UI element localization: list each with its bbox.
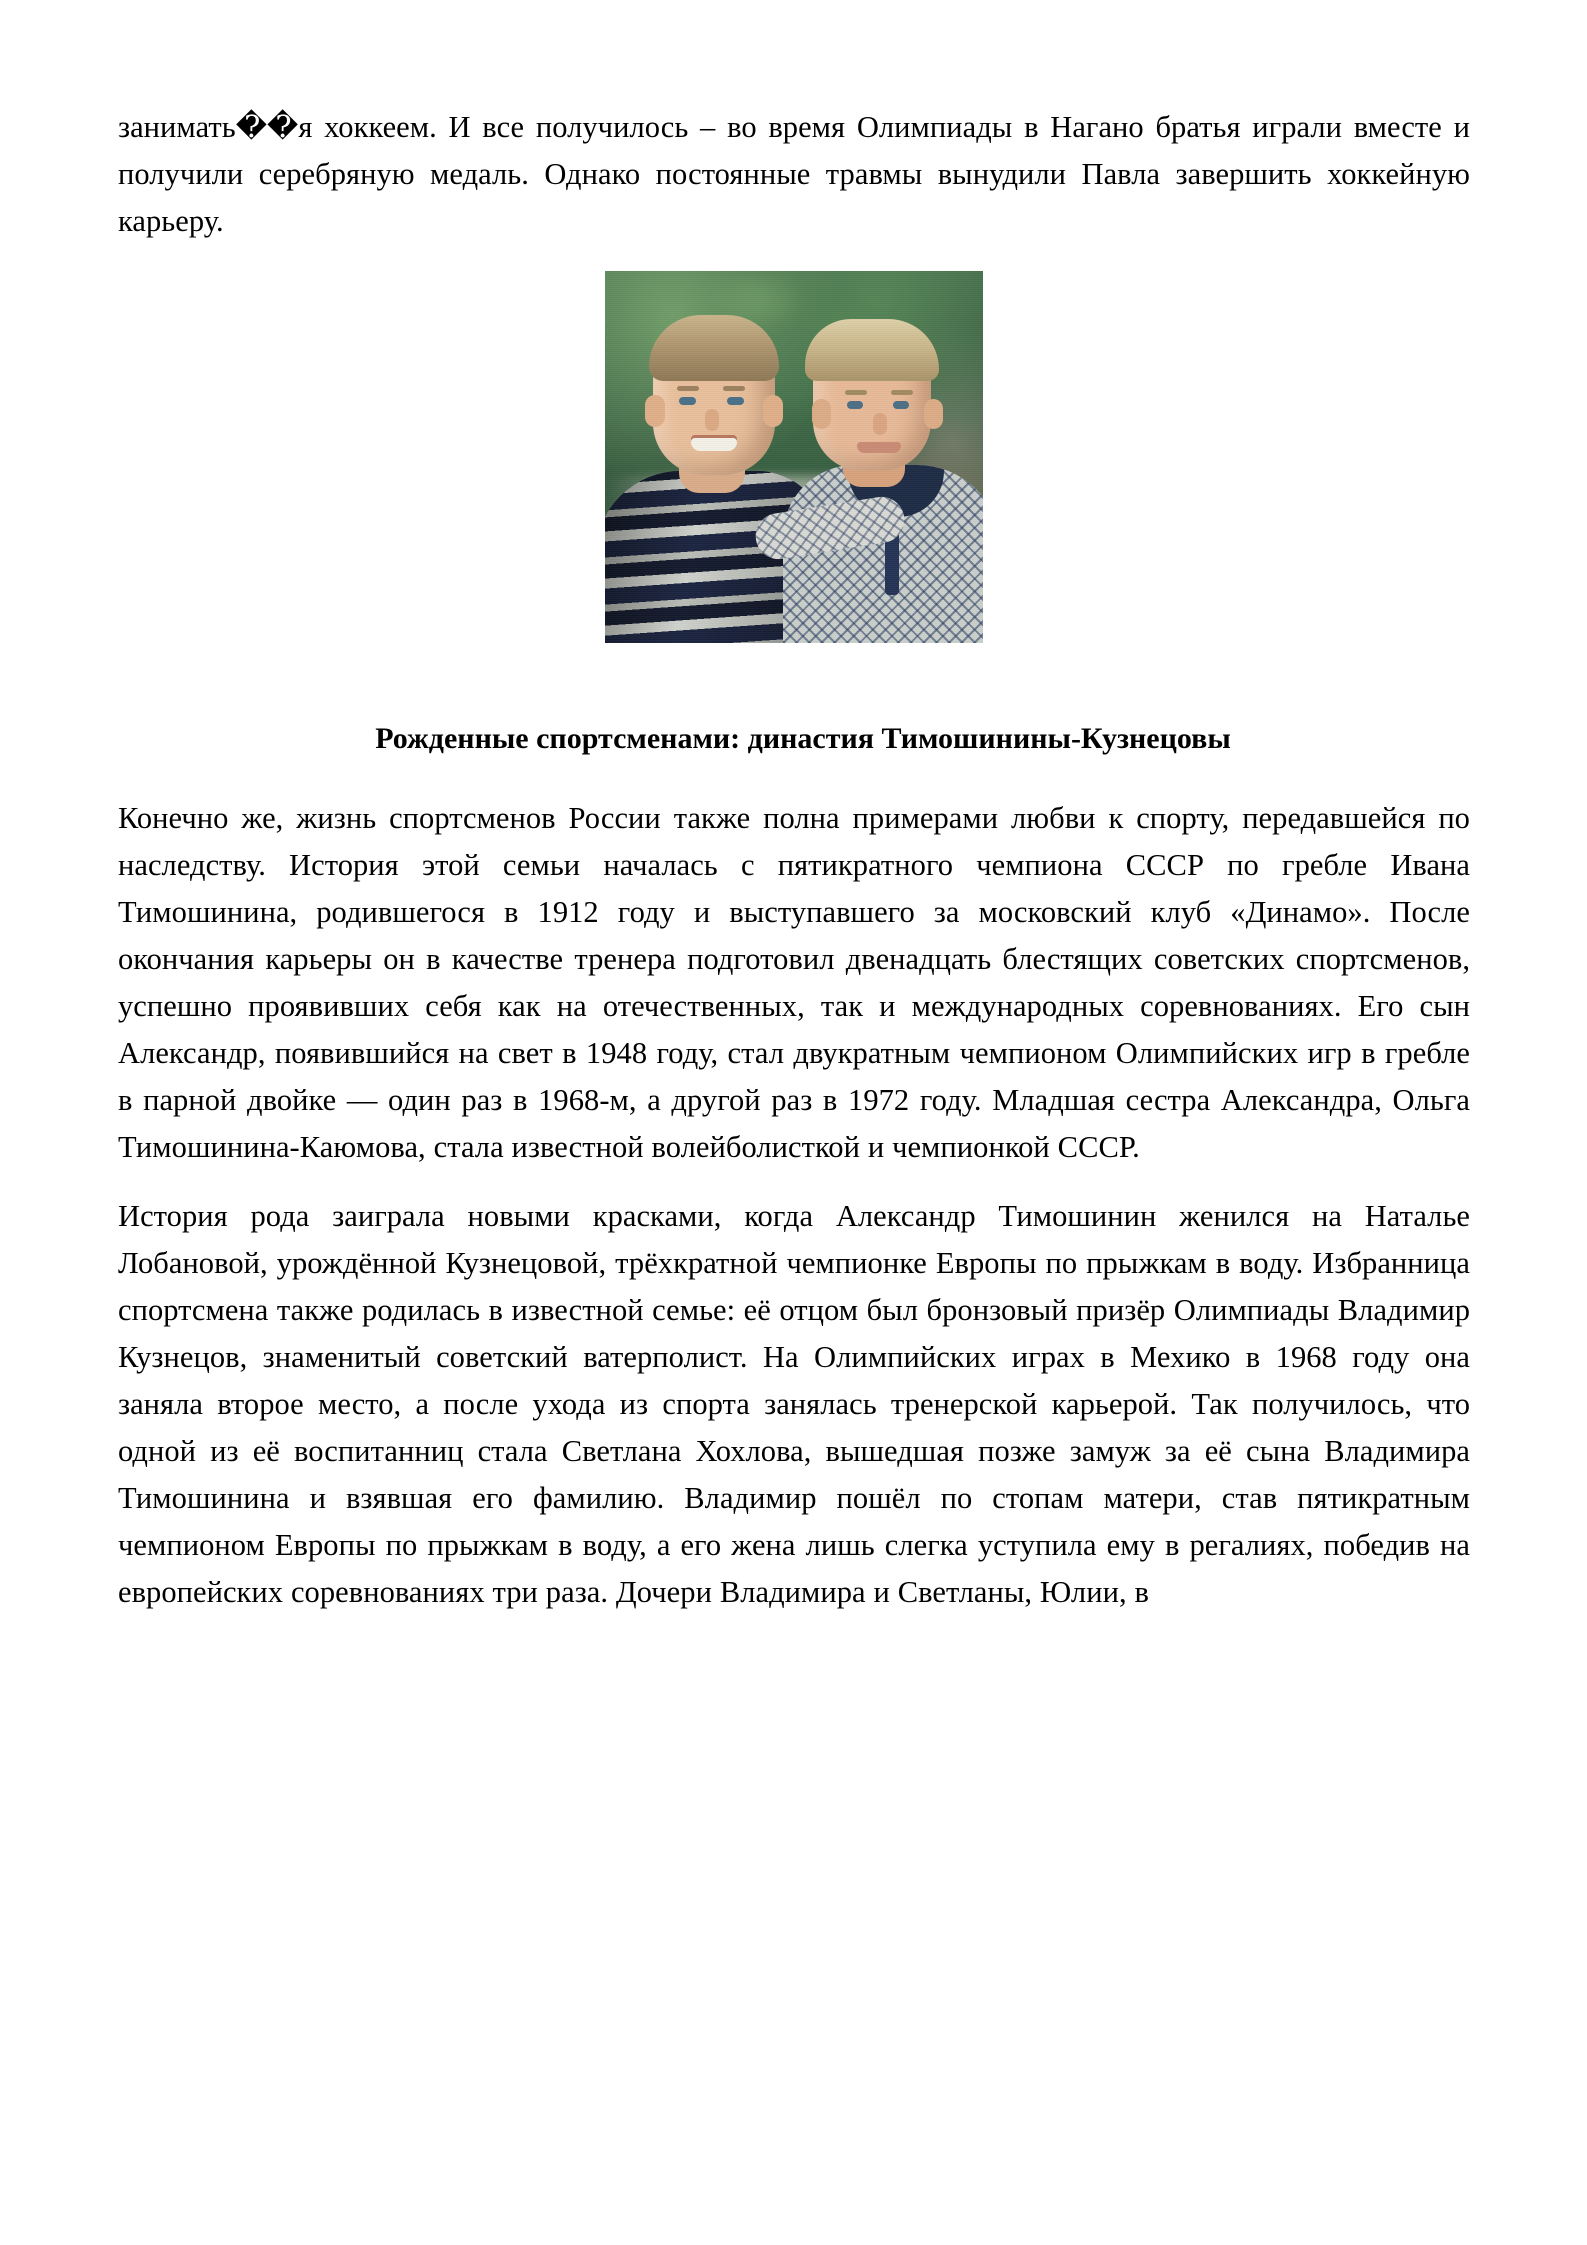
spacer-between-paragraphs — [118, 1171, 1470, 1193]
paragraph-dynasty-intro: Конечно же, жизнь спортсменов России также полна примерами любви к спорту, передавшейся по наследству. История этой семьи началась с пятикратного чемпиона СССР по гребле Ивана Тимошинина, родившегося в 1912 году и выступавшего за московский клуб «Динамо». После окончания карьеры он в качестве тренера подготовил двенадцать блестящих советских спортсменов, успешно проявивших себя как на отечественных, так и международных соревнованиях. Его сын Александр, появившийся на свет в 1948 году, стал двукратным чемпионом Олимпийских игр в гребле в парной двойке — один раз в 1968-м, а другой раз в 1972 году. Младшая сестра Александра, Ольга Тимошинина-Каюмова, стала известной волейболисткой и чемпионкой СССР. — [118, 801, 1470, 1164]
right-person-eyebrow-right — [891, 390, 913, 395]
left-person-eye-left — [679, 397, 696, 405]
right-person-nose — [873, 413, 887, 435]
paragraph-dynasty-continued: История рода заиграла новыми красками, когда Александр Тимошинин женился на Наталье Лобановой, урождённой Кузнецовой, трёхкратной чемпионке Европы по прыжкам в воду. Избранница спортсмена также родилась в известной семье: её отцом был бронзовый призёр Олимпиады Владимир Кузнецов, знаменитый советский ватерполист. На Олимпийских играх в Мехико в 1968 году она заняла второе место, а после ухода из спорта занялась тренерской карьерой. Так получилось, что одной из её воспитанниц стала Светлана Хохлова, вышедшая позже замуж за её сына Владимира Тимошинина и взявшая его фамилию. Владимир пошёл по стопам матери, став пятикратным чемпионом Европы по прыжкам в воду, а его жена лишь слегка уступила ему в регалиях, победив на европейских соревнованиях три раза. Дочери Владимира и Светланы, Юлии, в — [118, 1199, 1470, 1609]
right-person-hair — [805, 319, 939, 381]
photo-two-men — [605, 271, 983, 643]
page-content — [118, 104, 1470, 1616]
right-person-ear-right — [924, 399, 943, 429]
paragraph-intro-continued: занимать��я хоккеем. И все получилось – во время Олимпиады в Нагано братья играли вместе и получили серебряную медаль. Однако постоянные травмы вынудили Павла завершить хоккейную карьеру. — [118, 110, 1470, 238]
left-person-ear-left — [645, 395, 665, 427]
right-person-eye-right — [893, 401, 909, 409]
right-person-eye-left — [847, 401, 863, 409]
figure-photo-two-men — [118, 271, 1470, 643]
right-person-ear-left — [812, 399, 831, 429]
left-person-nose — [705, 409, 719, 431]
left-person-ear-right — [763, 395, 783, 427]
left-person-eye-right — [727, 397, 744, 405]
right-person-mouth — [857, 442, 901, 453]
section-heading: Рожденные спортсменами: династия Тимошинины-Кузнецовы — [375, 722, 1231, 755]
right-person-torso — [783, 465, 983, 643]
spacer-above-heading — [118, 643, 1470, 717]
right-person-eyebrow-left — [845, 390, 867, 395]
left-person-eyebrow-right — [723, 386, 745, 391]
spacer-below-heading — [118, 761, 1470, 795]
left-person-mouth — [691, 438, 737, 451]
left-person-eyebrow-left — [677, 386, 699, 391]
